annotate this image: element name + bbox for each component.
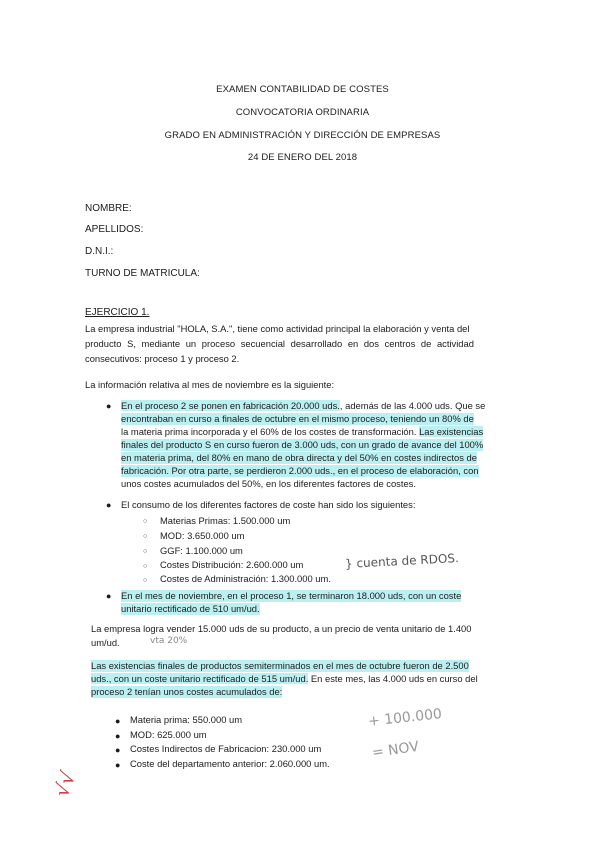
list-item: Costes Distribución: 2.600.000 um <box>160 559 304 570</box>
paragraph-line <box>91 673 478 685</box>
paragraph-line: La empresa logra vender 15.000 uds de su producto, a un precio de venta unitario de 1.400 <box>91 623 472 634</box>
bullet-icon: ● <box>115 731 121 741</box>
intro-line: La empresa industrial "HOLA, S.A.", tiene como actividad principal la elaboración y venta del <box>85 323 470 334</box>
handwritten-note: + 100.000 <box>367 706 443 730</box>
paragraph-line: um/ud. <box>91 637 120 648</box>
paragraph-line: Las existencias finales de productos semiterminados en el mes de octubre fueron de 2.500 <box>91 660 469 671</box>
bullet-icon: ● <box>106 500 112 510</box>
list-item: Coste del departamento anterior: 2.060.000 um. <box>130 758 330 769</box>
field-nombre: NOMBRE: <box>85 203 132 214</box>
paragraph-line: En el mes de noviembre, en el proceso 1, se terminaron 18.000 uds, con un coste <box>121 590 462 601</box>
exam-date: 24 DE ENERO DEL 2018 <box>247 152 358 163</box>
paragraph-line <box>121 426 483 438</box>
intro-line: consecutivos: proceso 1 y proceso 2. <box>85 353 240 364</box>
text-span: la materia prima incorporada y el 60% de los costes de transformación. <box>121 426 420 437</box>
bullet-icon: ● <box>115 745 121 755</box>
paragraph-line: El consumo de los diferentes factores de coste han sido los siguientes: <box>121 499 416 510</box>
exercise-title: EJERCICIO 1. <box>85 307 150 318</box>
highlighted-text: Las existencias <box>419 426 484 437</box>
paragraph-line <box>121 400 485 412</box>
circle-bullet-icon: ○ <box>143 548 148 555</box>
paragraph-line: en materia prima, del 80% en mano de obra directa y del 50% en costes indirectos de <box>121 452 477 463</box>
paragraph-line: finales del producto S en curso fueron de 3.000 uds, con un grado de avance del 100% <box>121 439 484 450</box>
circle-bullet-icon: ○ <box>143 577 148 584</box>
circle-bullet-icon: ○ <box>143 563 148 570</box>
handwritten-note: = NOV <box>371 738 420 762</box>
bullet-icon: ● <box>115 760 121 770</box>
circle-bullet-icon: ○ <box>143 518 148 525</box>
bullet-icon: ● <box>115 716 121 726</box>
list-item: Materias Primas: 1.500.000 um <box>160 515 291 526</box>
info-label: La información relativa al mes de noviembre es la siguiente: <box>85 379 335 390</box>
paragraph-line: encontraban en curso a finales de octubre en el mismo proceso, teniendo un 80% de <box>121 413 474 424</box>
highlighted-text: uds., con un coste unitario rectificado de 515 um/ud. <box>91 673 309 684</box>
handwritten-note: } cuenta de RDOS. <box>344 551 460 571</box>
highlighted-text: En el proceso 2 se ponen en fabricación 20.000 uds. <box>121 400 340 411</box>
list-item: GGF: 1.100.000 um <box>160 545 243 556</box>
circle-bullet-icon: ○ <box>143 533 148 540</box>
paragraph-line: proceso 2 tenían unos costes acumulados de: <box>91 686 283 697</box>
list-item: Materia prima: 550.000 um <box>130 714 243 725</box>
field-apellidos: APELLIDOS: <box>85 224 144 235</box>
handwritten-note: vta 20% <box>150 636 188 646</box>
paragraph-line: fabricación. Por otra parte, se perdieron 2.000 uds., en el proceso de elaboración, con <box>121 465 479 476</box>
paragraph-line: unos costes acumulados del 50%, en los diferentes factores de costes. <box>121 478 416 489</box>
list-item: Costes de Administración: 1.300.000 um. <box>160 573 331 584</box>
exam-call: CONVOCATORIA ORDINARIA <box>235 107 370 118</box>
bullet-icon: ● <box>106 591 112 601</box>
field-dni: D.N.I.: <box>85 246 114 257</box>
bullet-icon: ● <box>106 401 112 411</box>
list-item: Costes Indirectos de Fabricacion: 230.000 um <box>130 743 322 754</box>
exam-title: EXAMEN CONTABILIDAD DE COSTES <box>216 84 389 95</box>
exam-degree: GRADO EN ADMINISTRACIÓN Y DIRECCIÓN DE EMPRESAS <box>164 130 441 141</box>
intro-line: producto S, mediante un proceso secuencial desarrollado en dos centros de actividad <box>85 338 474 349</box>
field-turno: TURNO DE MATRICULA: <box>85 268 200 279</box>
text-span: , además de las 4.000 uds. Que se <box>339 400 486 411</box>
text-span: En este mes, las 4.000 uds en curso del <box>308 673 478 684</box>
list-item: MOD: 625.000 um <box>130 729 207 740</box>
paragraph-line: unitario rectificado de 510 um/ud. <box>121 603 260 614</box>
red-margin-mark: √√ <box>49 767 81 801</box>
list-item: MOD: 3.650.000 um <box>160 530 245 541</box>
